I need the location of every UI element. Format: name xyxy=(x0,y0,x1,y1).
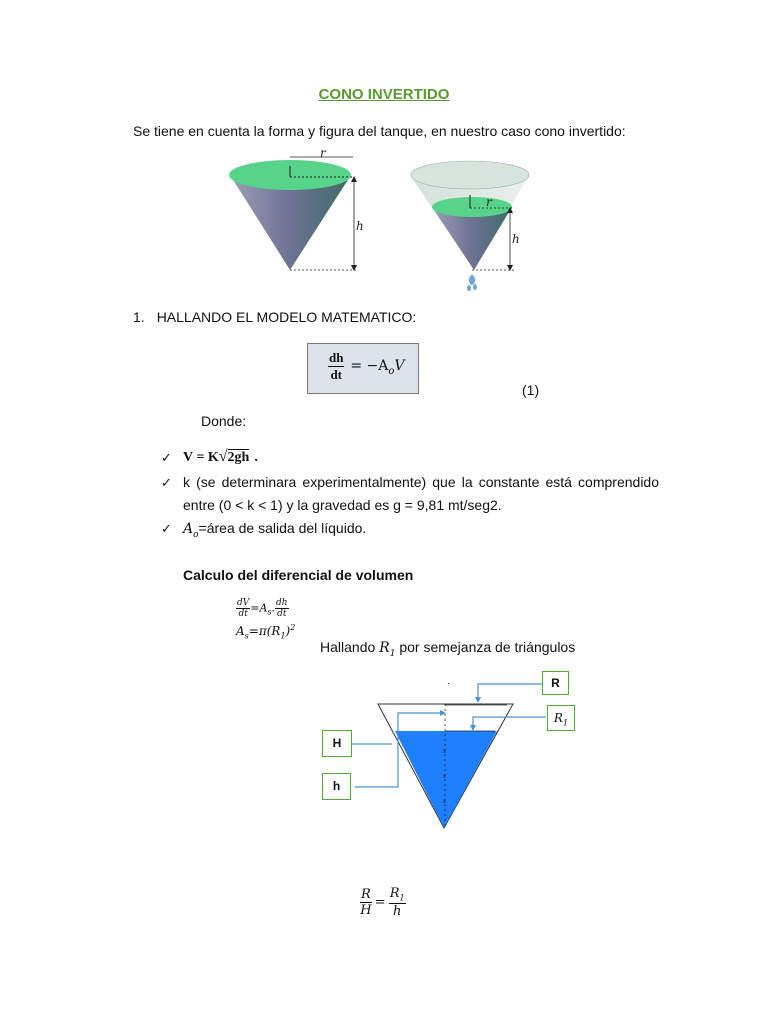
label-h: h xyxy=(322,773,351,800)
bullet-k-line1: k (se determinara experimentalmente) que la constante está comprendido xyxy=(183,474,659,490)
volume-differential-eq: $\frac{dV}{dt}$ $=A_s$. $\frac{dh}{dt}$ xyxy=(237,598,288,619)
label-R1: $R_1$ xyxy=(547,705,575,731)
r-label-2: r xyxy=(486,195,492,209)
left-cone xyxy=(229,146,364,271)
svg-text:.: . xyxy=(447,676,450,687)
bullet-k-line2: entre (0 < k < 1) y la gravedad es g = 9,81 mt/seg2. xyxy=(183,497,502,513)
donde-label: Donde: xyxy=(201,413,247,429)
bullet-velocity: V = K√2gh . xyxy=(183,448,258,465)
bullet-area: $A_o=área$ de salida del líquido. xyxy=(183,520,367,540)
svg-text:x: x xyxy=(443,749,446,755)
section-heading: 1. HALLANDO EL MODELO MATEMATICO: xyxy=(133,309,417,325)
check-icon: ✓ xyxy=(161,450,172,465)
r-label: r xyxy=(320,146,326,160)
equation-box: $\frac{dh}{dt}$ = $-A_oV$ xyxy=(307,343,419,394)
svg-text:x: x xyxy=(443,774,446,780)
check-icon: ✓ xyxy=(161,475,172,490)
subheading: Calculo del diferencial de volumen xyxy=(183,567,414,583)
svg-text:x: x xyxy=(443,799,446,805)
page-title: CONO INVERTIDO xyxy=(318,86,450,103)
area-eq: $A_s=\pi(R_1)^2$ xyxy=(236,623,296,641)
label-R: R xyxy=(542,671,569,695)
ratio-equation: $\frac{R}{H}$ = $\frac{R_1}{h}$ xyxy=(360,886,405,919)
right-cone xyxy=(410,161,529,291)
check-icon: ✓ xyxy=(161,521,172,536)
equation-tag: (1) xyxy=(522,382,540,398)
h-label: h xyxy=(356,219,364,233)
intro-text: Se tiene en cuenta la forma y figura del tanque, en nuestro caso cono invertido: xyxy=(133,123,626,139)
label-H: H xyxy=(322,730,352,757)
cone-figure xyxy=(220,145,540,295)
h-label-2: h xyxy=(512,232,520,246)
hallando-text: Hallando $R_1$ por semejanza de triángulos xyxy=(320,639,576,659)
